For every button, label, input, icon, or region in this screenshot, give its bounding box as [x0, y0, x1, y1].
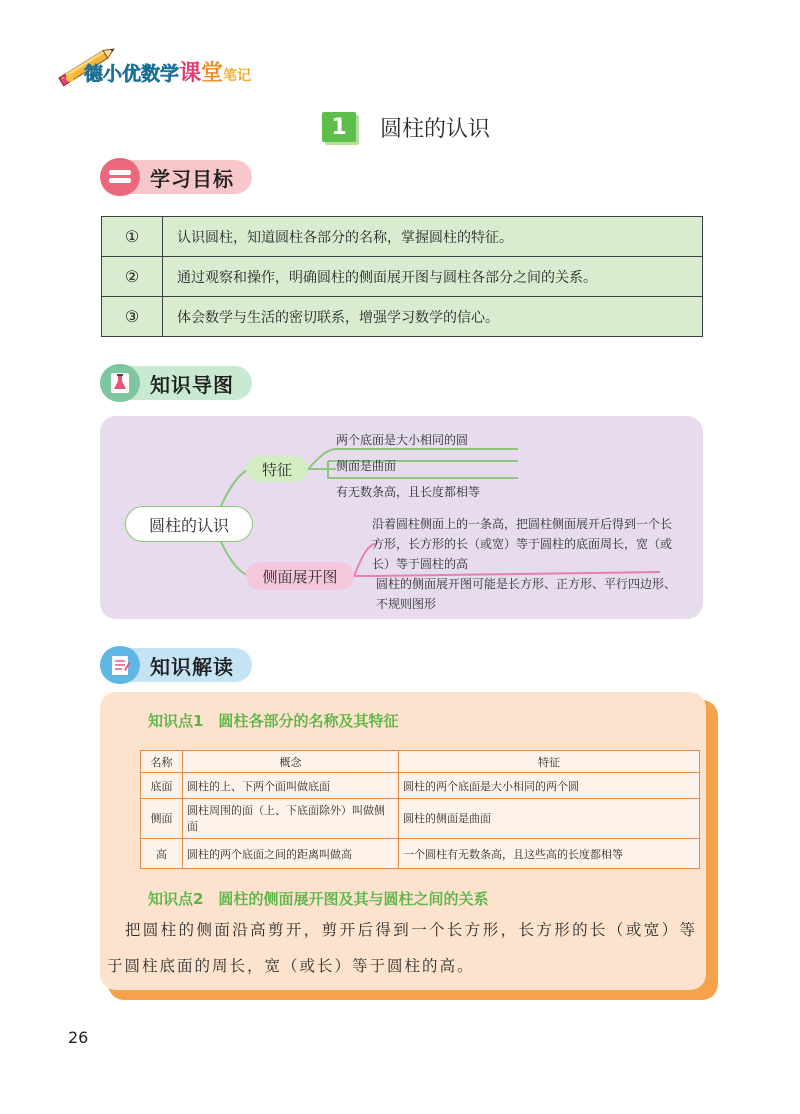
knowledge-point-1-title: 知识点1 圆柱各部分的名称及其特征	[148, 712, 399, 730]
table-cell: 圆柱的两个底面之间的距离叫做高	[183, 839, 399, 869]
mind-map-unfold: 侧面展开图	[246, 562, 354, 590]
goal-text: 认识圆柱，知道圆柱各部分的名称，掌握圆柱的特征。	[163, 217, 703, 257]
goals-icon	[100, 158, 140, 196]
table-row	[141, 773, 700, 799]
lesson-name: 圆柱的认识	[380, 116, 491, 142]
table-cell: 侧面	[141, 799, 183, 839]
mind-map-features: 特征	[246, 456, 308, 482]
table-cell: 圆柱周围的面（上、下底面除外）叫做侧面	[183, 799, 399, 839]
section-header-goals	[100, 158, 252, 196]
goals-table	[101, 216, 703, 337]
mind-map-leaf: 两个底面是大小相同的圆	[336, 433, 469, 447]
goal-row	[102, 217, 703, 257]
brand-logo	[54, 42, 314, 92]
mind-map-root: 圆柱的认识	[125, 506, 253, 542]
table-row	[141, 839, 700, 869]
knowledge-point-2-text: 把圆柱的侧面沿高剪开，剪开后得到一个长方形，长方形的长（或宽）等于圆柱底面的周长，宽（或长）等于圆柱的高。	[107, 921, 697, 975]
table-header-row	[141, 751, 700, 773]
table-header: 概念	[183, 751, 399, 773]
mind-map-leaf: 沿着圆柱侧面上的一条高，把圆柱侧面展开后得到一个长方形，长方形的长（或宽）等于圆柱的底面周长，宽（或长）等于圆柱的高	[372, 517, 673, 571]
table-cell: 底面	[141, 773, 183, 799]
section-header-reading	[100, 646, 252, 684]
section-title-map: 知识导图	[120, 366, 252, 400]
notebook-icon	[100, 646, 140, 684]
goal-row	[102, 257, 703, 297]
goal-number: ②	[102, 257, 163, 297]
mind-map	[100, 416, 703, 619]
flask-icon	[100, 364, 140, 402]
goal-number: ③	[102, 297, 163, 337]
section-title-reading: 知识解读	[120, 648, 252, 682]
page-number: 26	[68, 1028, 89, 1047]
table-cell: 一个圆柱有无数条高，且这些高的长度都相等	[399, 839, 700, 869]
table-cell: 圆柱的侧面是曲面	[399, 799, 700, 839]
table-cell: 高	[141, 839, 183, 869]
goal-text: 通过观察和操作，明确圆柱的侧面展开图与圆柱各部分之间的关系。	[163, 257, 703, 297]
lesson-title	[322, 110, 490, 144]
lesson-number: 1	[322, 112, 356, 142]
goal-row	[102, 297, 703, 337]
goal-number: ①	[102, 217, 163, 257]
brand-text: 德小优数学课堂笔记	[84, 61, 252, 86]
table-header: 特征	[399, 751, 700, 773]
table-row	[141, 799, 700, 839]
table-cell: 圆柱的两个底面是大小相同的两个圆	[399, 773, 700, 799]
table-header: 名称	[141, 751, 183, 773]
knowledge-table	[140, 750, 700, 869]
mind-map-leaf: 侧面是曲面	[336, 459, 397, 473]
section-header-map	[100, 364, 252, 402]
knowledge-point-2-title: 知识点2 圆柱的侧面展开图及其与圆柱之间的关系	[148, 890, 489, 908]
mind-map-leaf: 有无数条高，且长度都相等	[336, 485, 481, 499]
goal-text: 体会数学与生活的密切联系，增强学习数学的信心。	[163, 297, 703, 337]
section-title-goals: 学习目标	[120, 160, 252, 194]
mind-map-leaf: 圆柱的侧面展开图可能是长方形、正方形、平行四边形、不规则图形	[376, 577, 677, 611]
table-cell: 圆柱的上、下两个面叫做底面	[183, 773, 399, 799]
